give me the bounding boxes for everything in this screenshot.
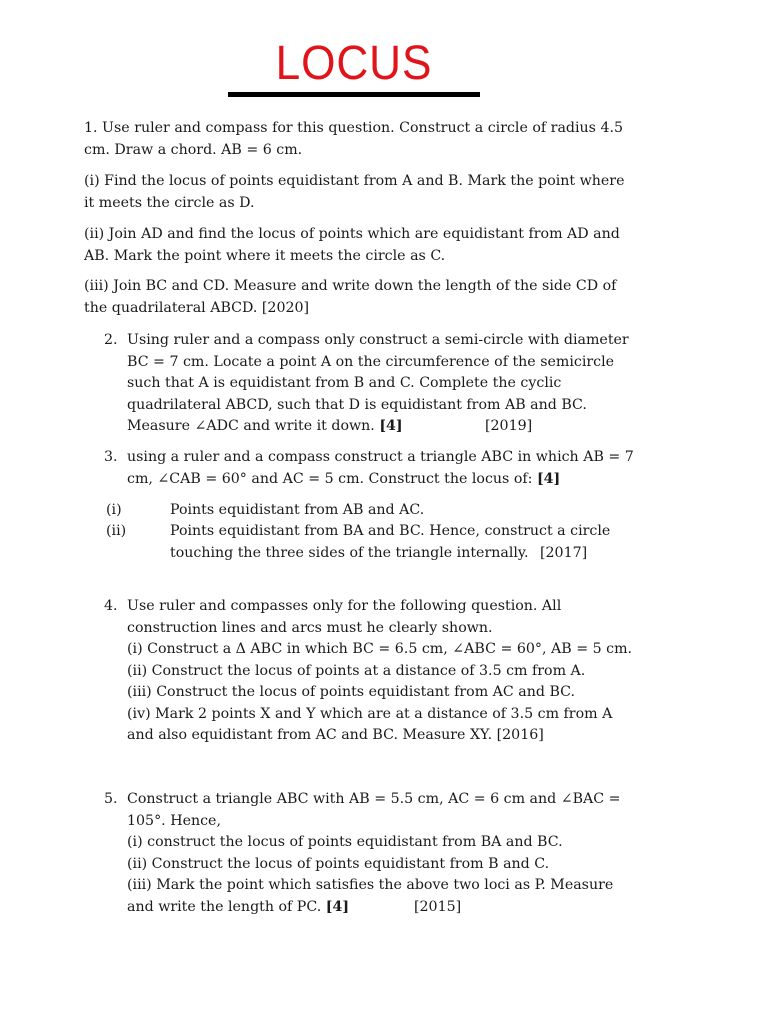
q5-year: [2015]	[414, 899, 462, 915]
q2-line-5	[127, 416, 627, 438]
q2-marks: [4]	[379, 418, 403, 434]
q1-i-line-1: (i) Find the locus of points equidistant from A and B. Mark the point where	[84, 173, 625, 189]
q4-line-1: Use ruler and compasses only for the following question. All	[127, 598, 562, 614]
q3-line-2	[127, 469, 627, 491]
q2-line-5-text: Measure ∠ADC and write it down.	[127, 418, 375, 434]
q5-line-2: 105°. Hence,	[127, 812, 221, 829]
q1-i-line-2: it meets the circle as D.	[84, 194, 255, 211]
q5-line-5: (iii) Mark the point which satisfies the above two loci as P. Measure	[127, 877, 614, 893]
q3-number: 3.	[104, 449, 118, 465]
question-3	[127, 447, 634, 490]
q5-line-6	[127, 897, 627, 919]
q2-year: [2019]	[485, 418, 533, 434]
q1-iii-line-1: (iii) Join BC and CD. Measure and write down the length of the side CD of	[84, 278, 617, 294]
q3-sub-2-text-1: Points equidistant from BA and BC. Hence, construct a circle	[170, 523, 611, 539]
q2-number: 2.	[104, 332, 118, 348]
q4-line-5: (iii) Construct the locus of points equidistant from AC and BC.	[127, 684, 576, 700]
q1-line-2: cm. Draw a chord. AB = 6 cm.	[84, 141, 303, 158]
q3-sub-2-label: (ii)	[106, 523, 127, 539]
q2-line-2: BC = 7 cm. Locate a point A on the circumference of the semicircle	[127, 353, 615, 370]
q3-line-1: using a ruler and a compass construct a triangle ABC in which AB = 7	[127, 449, 634, 465]
question-1	[84, 118, 644, 161]
q1-ii-line-2: AB. Mark the point where it meets the circle as C.	[84, 247, 446, 264]
q4-line-3: (i) Construct a Δ ABC in which BC = 6.5 cm, ∠ABC = 60°, AB = 5 cm.	[127, 641, 633, 657]
question-4	[127, 596, 633, 747]
q2-line-3: such that A is equidistant from B and C. Complete the cyclic	[127, 375, 562, 391]
q5-line-1: Construct a triangle ABC with AB = 5.5 cm, AC = 6 cm and ∠BAC =	[127, 791, 621, 807]
q3-sub-1-text: Points equidistant from AB and AC.	[170, 502, 425, 518]
q4-number: 4.	[104, 598, 118, 614]
q2-line-1: Using ruler and a compass only construct a semi-circle with diameter	[127, 332, 629, 348]
q3-marks: [4]	[536, 470, 561, 487]
title-underline	[228, 92, 480, 97]
q2-line-4: quadrilateral ABCD, such that D is equidistant from AB and BC.	[127, 396, 587, 413]
question-1-part-i	[84, 171, 644, 214]
q5-line-3: (i) construct the locus of points equidistant from BA and BC.	[127, 834, 563, 850]
question-1-part-iii	[84, 276, 644, 319]
q3-line-2-text: cm, ∠CAB = 60° and AC = 5 cm. Construct the locus of:	[127, 470, 533, 487]
q1-ii-line-1: (ii) Join AD and find the locus of points which are equidistant from AD and	[84, 226, 620, 242]
q4-line-4: (ii) Construct the locus of points at a distance of 3.5 cm from A.	[127, 662, 586, 679]
q4-line-2: construction lines and arcs must he clearly shown.	[127, 619, 493, 636]
q3-year: [2017]	[540, 545, 588, 561]
question-5	[127, 789, 627, 918]
page-title: LOCUS	[275, 37, 433, 90]
q3-sub-2-text-2: touching the three sides of the triangle internally.	[170, 545, 529, 561]
q4-line-7: and also equidistant from AC and BC. Measure XY. [2016]	[127, 727, 544, 743]
q4-line-6: (iv) Mark 2 points X and Y which are at a distance of 3.5 cm from A	[127, 705, 613, 722]
q5-line-6-text: and write the length of PC.	[127, 898, 322, 915]
q3-sub-1-label: (i)	[106, 502, 122, 518]
q5-marks: [4]	[325, 898, 350, 915]
q1-iii-line-2: the quadrilateral ABCD. [2020]	[84, 299, 310, 316]
q5-line-4: (ii) Construct the locus of points equidistant from B and C.	[127, 855, 550, 872]
question-2	[127, 330, 627, 438]
question-1-part-ii	[84, 224, 644, 267]
q5-number: 5.	[104, 791, 118, 807]
q1-line-1: 1. Use ruler and compass for this question. Construct a circle of radius 4.5	[84, 120, 624, 136]
